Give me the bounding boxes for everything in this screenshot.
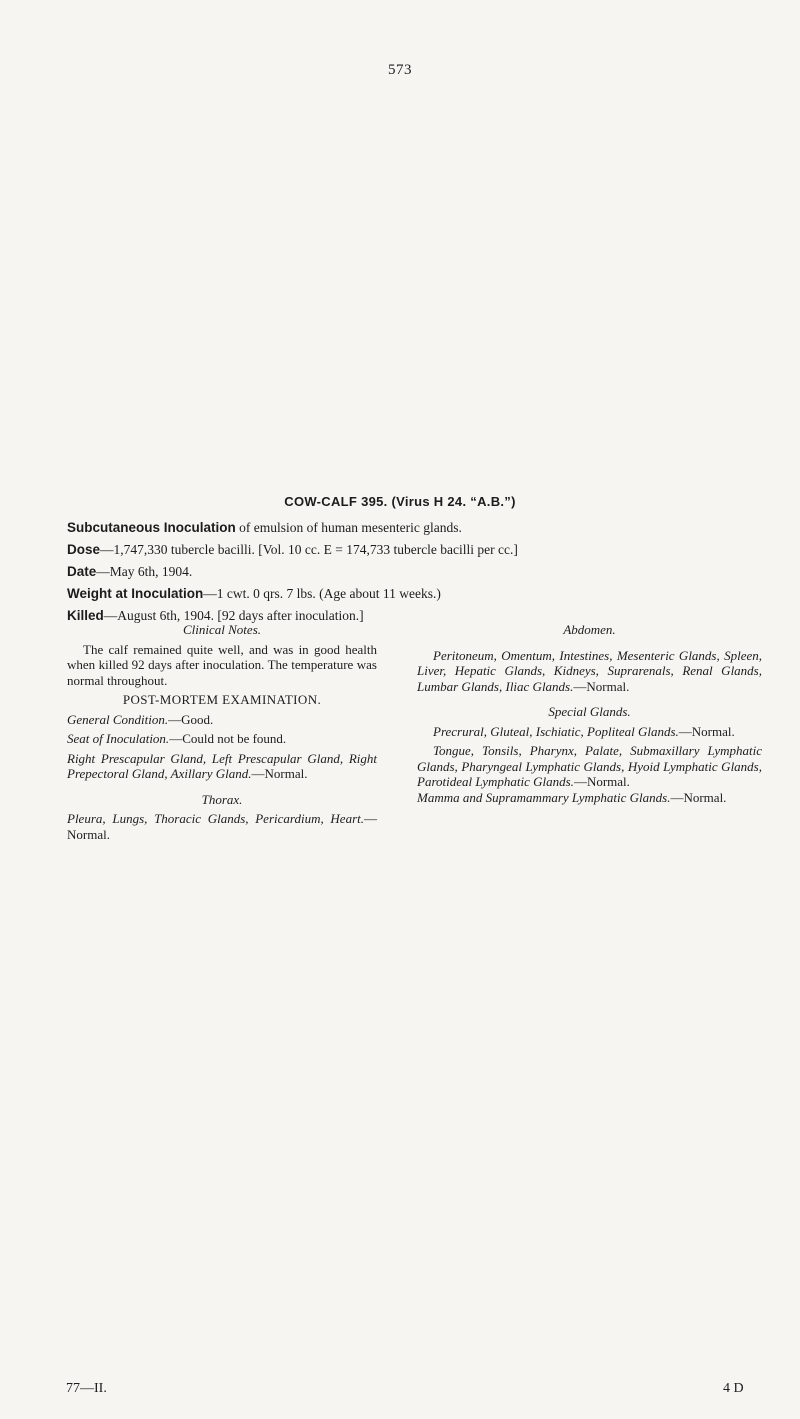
general-condition-label: General Condition. bbox=[67, 711, 169, 727]
precrural-findings-text: —Normal. bbox=[678, 723, 735, 739]
weight-text: —1 cwt. 0 qrs. 7 lbs. (Age about 11 weeks.) bbox=[203, 586, 441, 601]
date-label: Date bbox=[67, 564, 97, 579]
inoculation-line bbox=[67, 517, 767, 539]
mamma-findings-label: Mamma and Supramammary Lymphatic Glands. bbox=[417, 789, 671, 805]
inoculation-text: of emulsion of human mesenteric glands. bbox=[235, 520, 462, 535]
date-text: —May 6th, 1904. bbox=[96, 564, 193, 579]
weight-label: Weight at Inoculation bbox=[67, 586, 204, 601]
dose-text: —1,747,330 tubercle bacilli. [Vol. 10 cc. E = 174,733 tubercle bacilli per cc.] bbox=[100, 542, 518, 557]
right-column bbox=[417, 622, 762, 805]
killed-label: Killed bbox=[67, 608, 104, 623]
inoculation-label: Subcutaneous Inoculation bbox=[67, 520, 236, 535]
prescapular-glands bbox=[67, 751, 377, 782]
date-line bbox=[67, 561, 767, 583]
tongue-findings-text: —Normal. bbox=[573, 774, 630, 789]
thorax-heading: Thorax. bbox=[201, 791, 243, 807]
dose-line bbox=[67, 539, 767, 561]
prescapular-glands-label: Right Prescapular Gland, Left Prescapular Gland, Right Prepectoral Gland, Axillary Gland. bbox=[67, 750, 377, 781]
prescapular-glands-text: —Normal. bbox=[251, 766, 308, 781]
tongue-findings bbox=[417, 743, 762, 790]
precrural-findings-label: Precrural, Gluteal, Ischiatic, Popliteal Glands. bbox=[433, 723, 679, 739]
thorax-findings-text: — Normal. bbox=[67, 811, 377, 842]
seat-of-inoculation-label: Seat of Inoculation. bbox=[67, 731, 170, 746]
abdomen-heading: Abdomen. bbox=[563, 622, 616, 637]
abdomen-findings-text: —Normal. bbox=[573, 678, 630, 694]
page-number: 573 bbox=[388, 62, 412, 78]
report-title: COW-CALF 395. (Virus H 24. “A.B.”) bbox=[284, 494, 516, 509]
seat-of-inoculation bbox=[67, 731, 377, 747]
special-glands-heading: Special Glands. bbox=[548, 704, 631, 719]
thorax-findings-label: Pleura, Lungs, Thoracic Glands, Pericardium, Heart. bbox=[67, 811, 364, 826]
general-condition bbox=[67, 712, 377, 728]
postmortem-heading: POST-MORTEM EXAMINATION. bbox=[122, 692, 322, 707]
inoculation-details bbox=[67, 517, 767, 627]
weight-line bbox=[67, 583, 767, 605]
abdomen-findings-label: Peritoneum, Omentum, Intestines, Mesenteric Glands, Spleen, Liver, Hepatic Glands, Kidneys, Suprarenals, Renal Glands, Lumbar Glands, Iliac Glands. bbox=[417, 647, 762, 694]
seat-of-inoculation-text: —Could not be found. bbox=[169, 731, 287, 746]
mamma-findings-text: —Normal. bbox=[670, 789, 727, 805]
tongue-findings-label: Tongue, Tonsils, Pharynx, Palate, Submaxillary Lymphatic Glands, Pharyngeal Lymphatic Glands, Hyoid Lymphatic Glands, Parotideal Lymphatic Glands. bbox=[417, 743, 762, 789]
general-condition-text: —Good. bbox=[168, 711, 214, 727]
left-column bbox=[67, 622, 377, 842]
footer-gathering-mark: 4 D bbox=[723, 1381, 744, 1396]
dose-label: Dose bbox=[67, 542, 101, 557]
clinical-notes-heading: Clinical Notes. bbox=[183, 622, 261, 637]
killed-text: —August 6th, 1904. [92 days after inoculation.] bbox=[103, 608, 364, 623]
mamma-findings bbox=[417, 790, 762, 806]
abdomen-findings bbox=[417, 648, 762, 695]
thorax-findings bbox=[67, 811, 377, 842]
clinical-notes-text: The calf remained quite well, and was in good health when killed 92 days after inoculation. The temperature was normal throughout. bbox=[67, 641, 377, 688]
precrural-findings bbox=[417, 724, 762, 740]
footer-signature: 77—II. bbox=[66, 1381, 107, 1396]
